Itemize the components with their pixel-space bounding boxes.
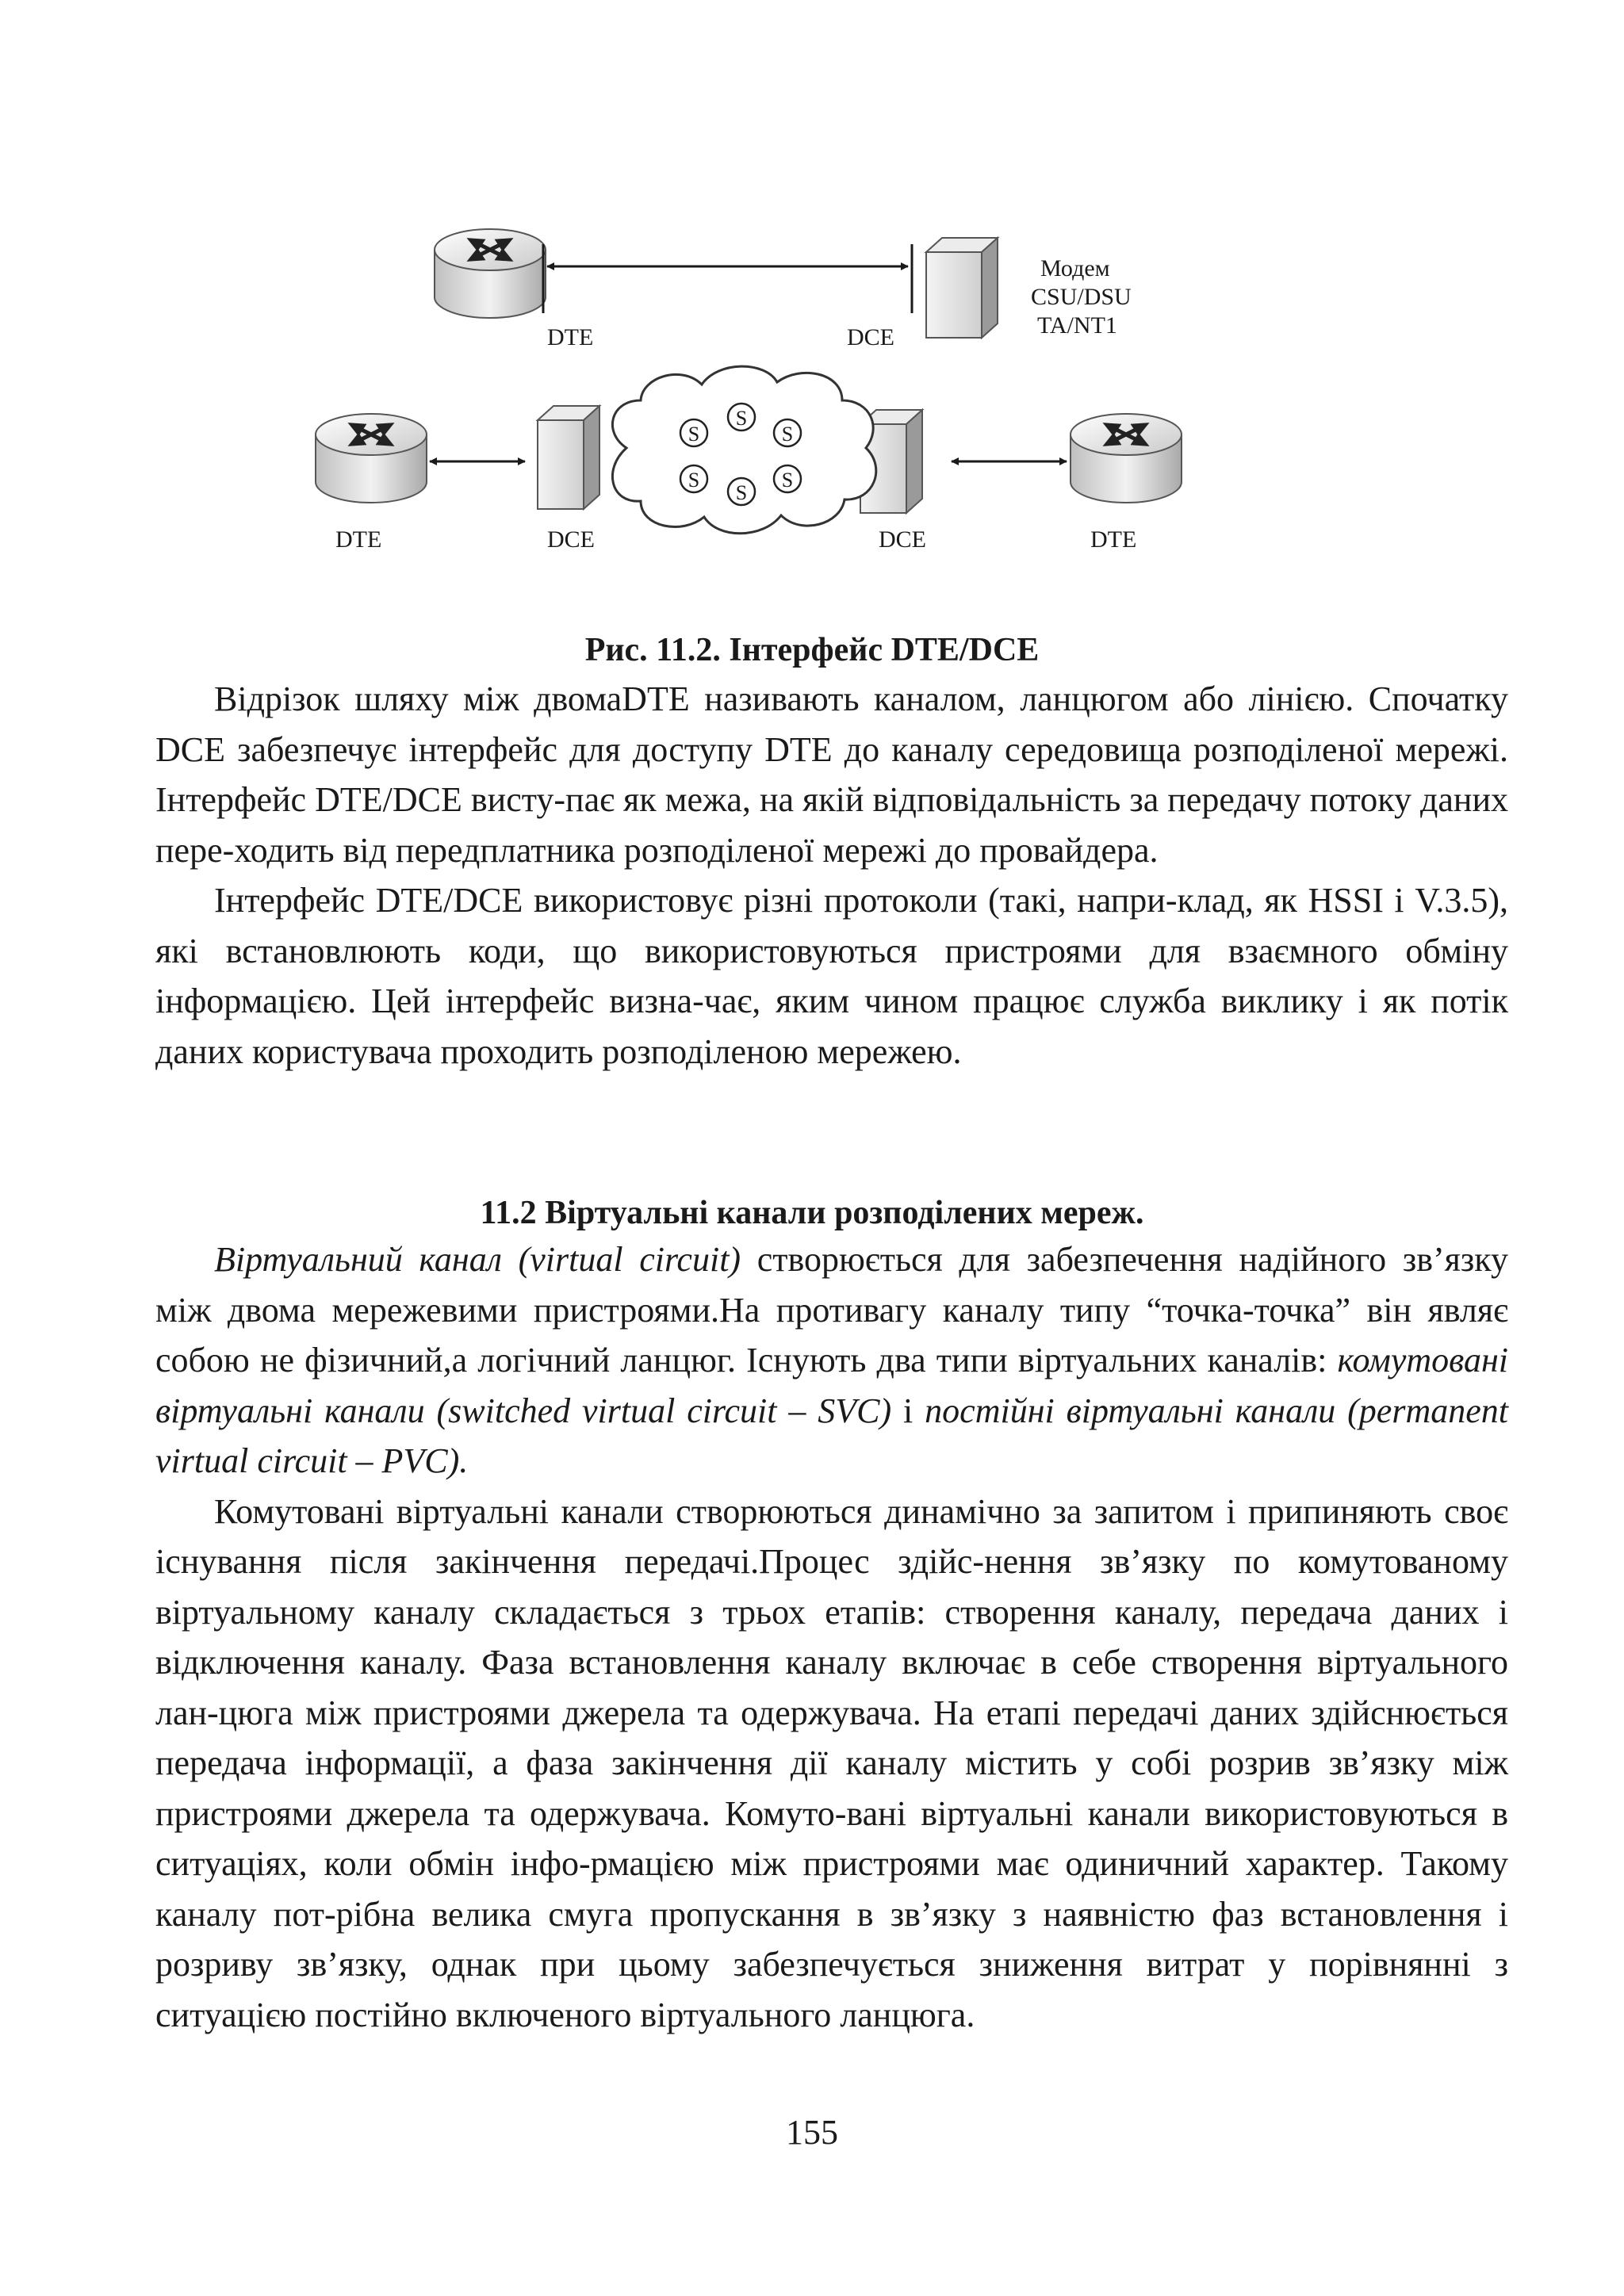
svg-text:S: S (781, 469, 794, 492)
switch-icon (728, 404, 755, 430)
switch-icon (680, 419, 707, 446)
device-label-modem: Модем (1040, 255, 1110, 281)
term-pvc: постійні віртуальні канали (permanent virtual circuit – PVC). (155, 1391, 1508, 1480)
top-dce-label: DCE (847, 324, 894, 350)
svg-text:S: S (688, 469, 700, 492)
router-icon (1071, 414, 1182, 503)
bottom-dce-label-left: DCE (547, 526, 595, 553)
bottom-dte-label-left: DTE (335, 526, 382, 553)
top-dte-label: DTE (547, 324, 594, 350)
page-number: 155 (786, 2113, 838, 2152)
router-icon (316, 414, 427, 503)
svg-text:S: S (735, 407, 748, 430)
switch-icon (728, 478, 755, 505)
switch-icon (774, 465, 801, 492)
switch-icon (774, 419, 801, 446)
body-text-block (155, 1234, 1508, 2040)
dte-dce-interface-figure (0, 0, 1624, 603)
figure-caption: Рис. 11.2. Інтерфейс DTE/DCE (584, 632, 1040, 668)
term-virtual-circuit: Віртуальний канал (virtual circuit) (214, 1240, 741, 1279)
svg-text:S: S (781, 423, 794, 446)
bottom-dte-label-right: DTE (1090, 526, 1137, 553)
svg-text:S: S (688, 423, 700, 446)
paragraph: Інтерфейс DTE/DCE використовує різні протоколи (такі, напри-клад, як HSSI і V.3.5), які встановлюють коди, що використовуються пристроями для взаємного обміну інформацією. Цей інтерфейс визна-чає, яким чином працює служба виклику і як потік даних користувача проходить розподіленою мережею. (155, 881, 1508, 1071)
network-cloud (612, 366, 875, 534)
bottom-dce-label-right: DCE (879, 526, 926, 553)
device-label-ta-nt1: TA/NT1 (1037, 312, 1117, 339)
paragraph-switched-circuits: Комутовані віртуальні канали створюються динамічно за запитом і припиняють своє існування після закінчення передачі.Процес здійс-нення зв’язку по комутованому віртуальному каналу складається з трьох етапів: створення каналу, передача даних і відключення каналу. Фаза встановлення каналу включає в себе створення віртуального лан-цюга між пристроями джерела та одержувача. На етапі передачі даних здійснюється передача інформації, а фаза закінчення дії каналу містить у собі розрив зв’язку між пристроями джерела та одержувача. Комуто-вані віртуальні канали використовуються в ситуаціях, коли обмін інфо-рмацією між пристроями має одиничний характер. Такому каналу пот-рібна велика смуга пропускання в зв’язку з наявністю фаз встановлення і розриву зв’язку, однак при цьому забезпечується зниження витрат у порівнянні з ситуацією постійно включеного віртуального ланцюга. (155, 1491, 1508, 2034)
section-heading: 11.2 Віртуальні канали розподілених мереж. (480, 1195, 1144, 1231)
switch-icon (680, 465, 707, 492)
paragraph-virtual-circuit (155, 1234, 1508, 1487)
term-svc: комутовані віртуальні канали (switched virtual circuit – SVC) (155, 1341, 1508, 1430)
svg-text:S: S (735, 481, 748, 504)
paragraph-text: створюється для забезпечення надійного зв’язку між двома мережевими пристроями.На противагу каналу типу “точка-точка” він являє собою не фізичний,а логічний ланцюг. Існують два типи віртуальних каналів: (155, 1240, 1509, 1380)
paragraph: Відрізок шляху між двомаDTE називають каналом, ланцюгом або лінією. Спочатку DCE забезпечує інтерфейс для доступу DTE до каналу середовища розподіленої мережі. Інтерфейс DTE/DCE висту-пає як межа, на якій відповідальність за передачу потоку даних пере-ходить від передплатника розподіленої мережі до провайдера. (155, 679, 1508, 870)
router-icon (435, 229, 546, 318)
paragraph-text: і (891, 1391, 925, 1430)
modem-icon (926, 238, 998, 338)
device-label-csu-dsu: CSU/DSU (1031, 284, 1132, 310)
body-text-block (155, 674, 1508, 1077)
dce-box-icon (538, 406, 599, 509)
